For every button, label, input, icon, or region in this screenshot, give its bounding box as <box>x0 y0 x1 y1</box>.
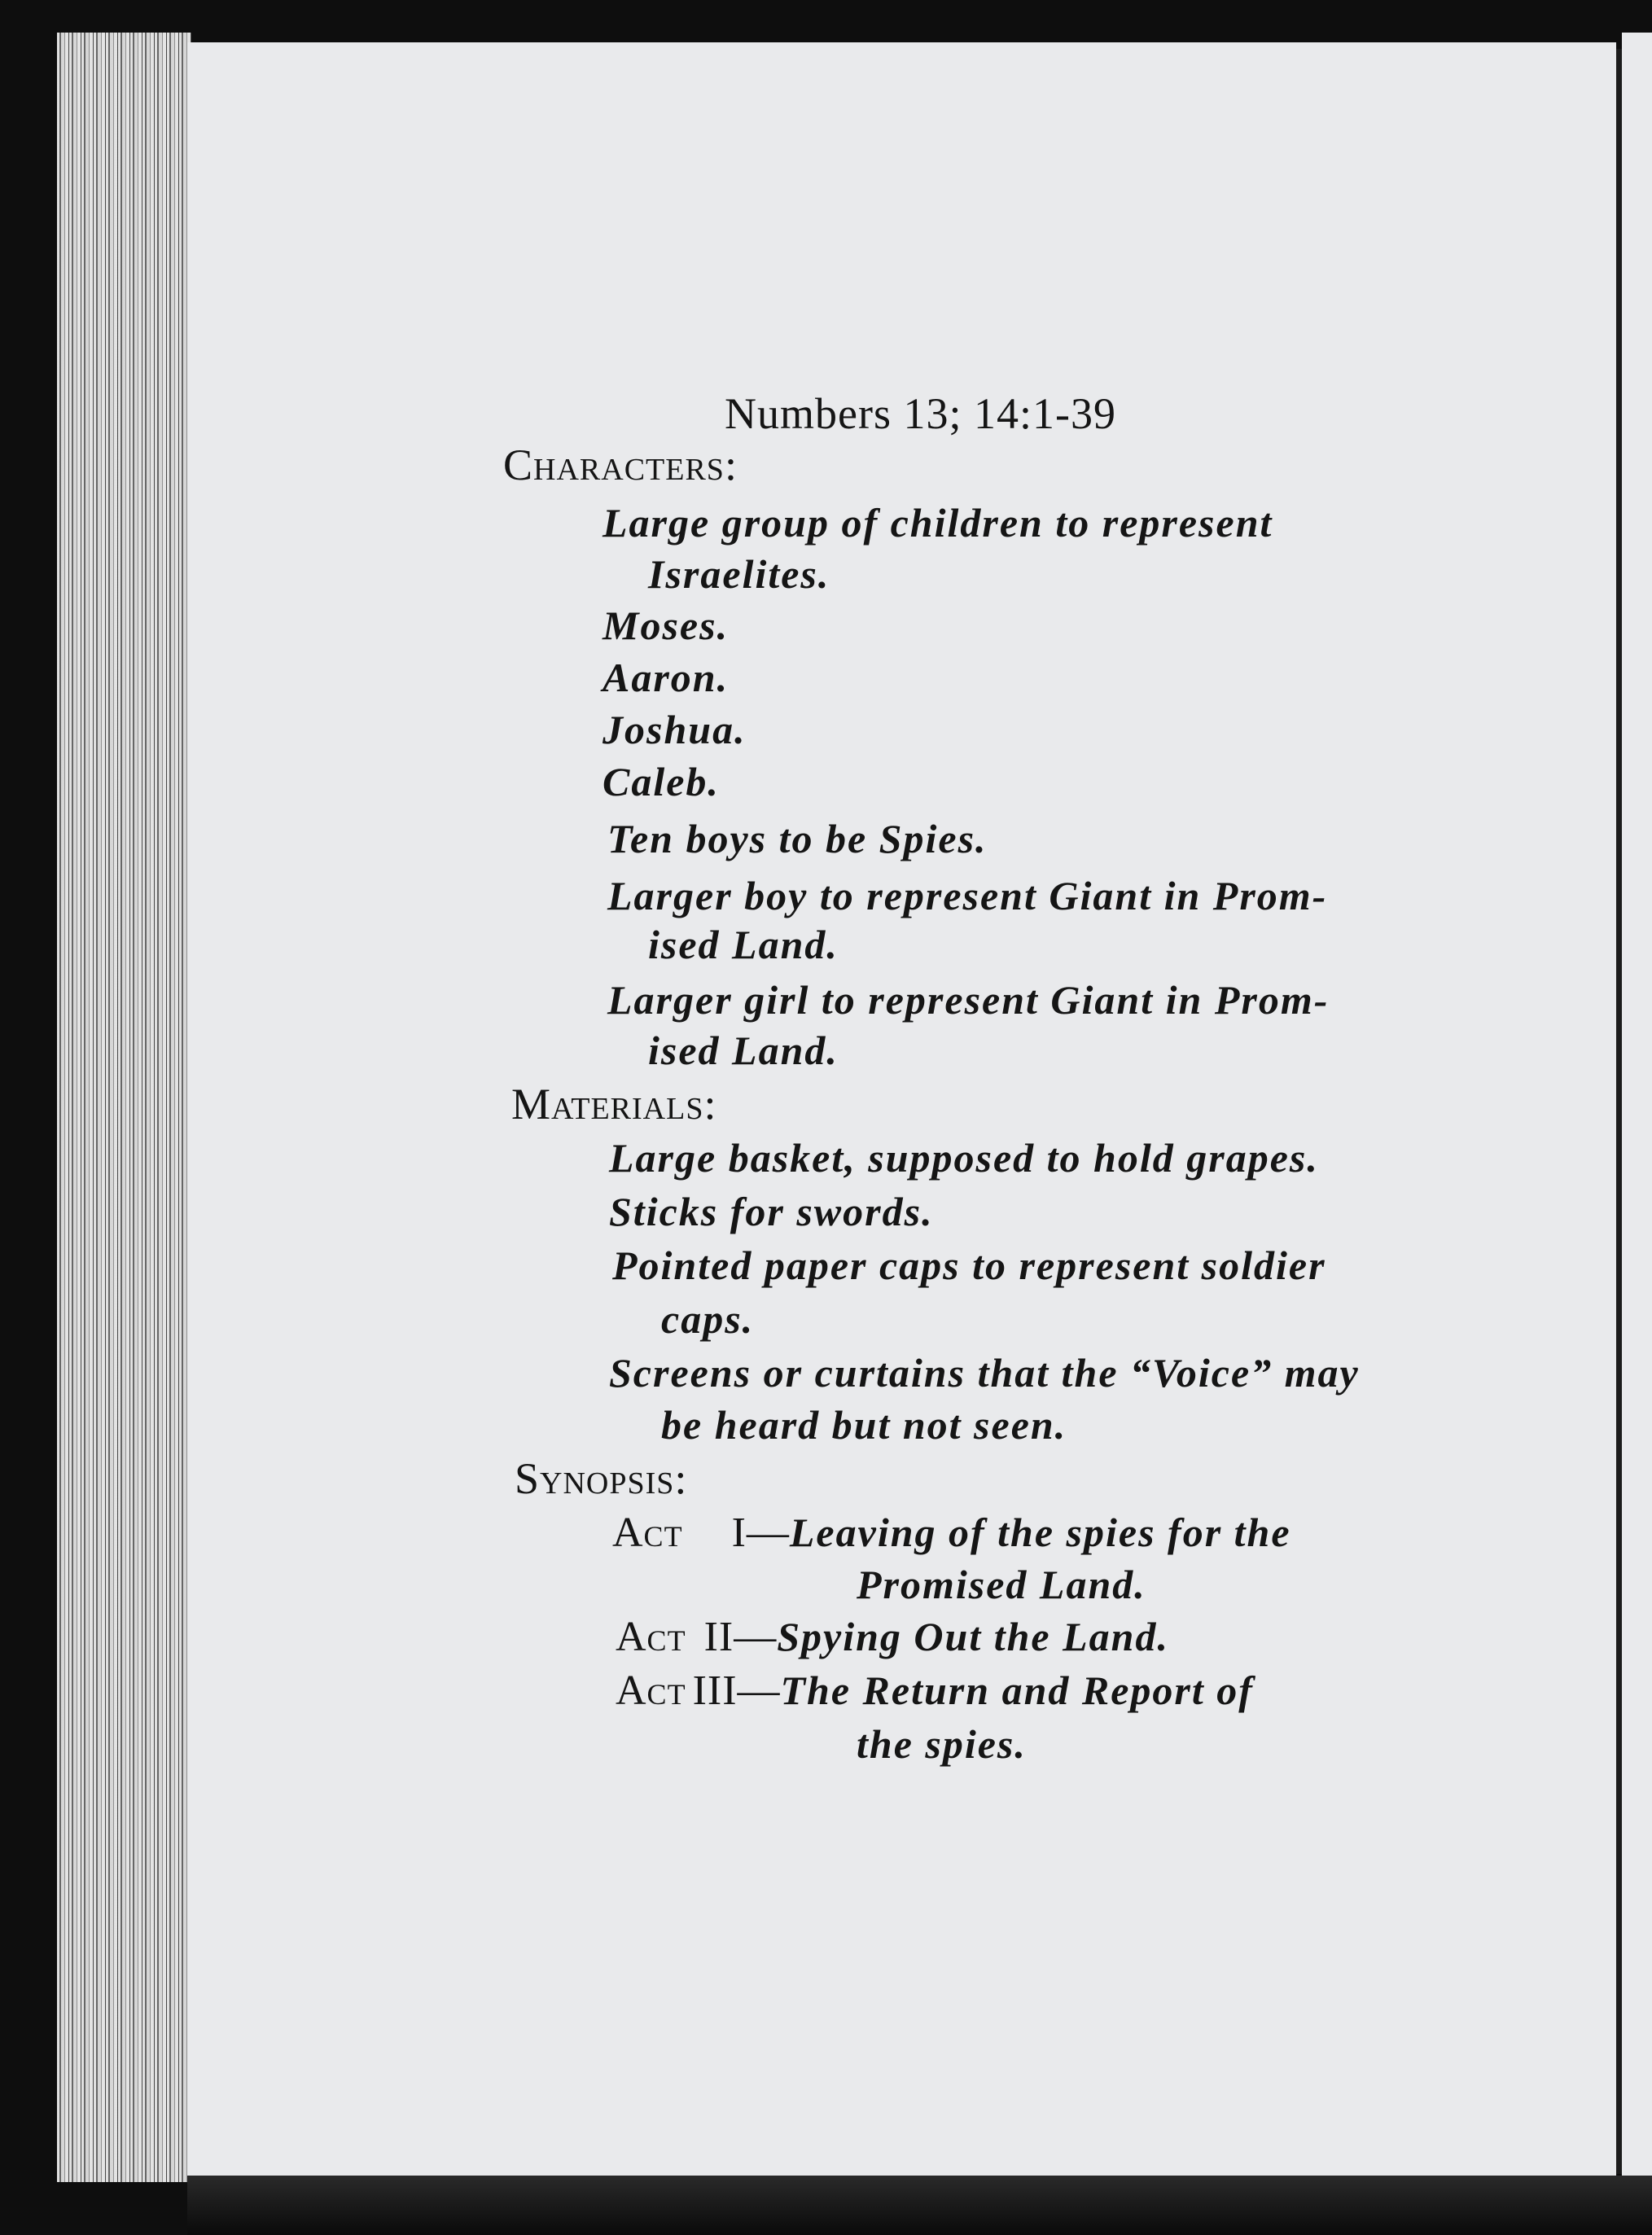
character-item: Aaron. <box>603 655 730 700</box>
character-item: Joshua. <box>603 707 747 752</box>
material-item-continuation: be heard but not seen. <box>661 1402 1067 1448</box>
character-item-continuation: ised Land. <box>648 1028 839 1073</box>
act-label: Act <box>616 1614 686 1660</box>
material-item: Pointed paper caps to represent soldier <box>612 1242 1326 1288</box>
character-item-continuation: ised Land. <box>648 922 839 967</box>
character-item: Large group of children to represent <box>603 500 1273 546</box>
character-item: Caleb. <box>603 759 720 804</box>
page-title: Numbers 13; 14:1-39 <box>725 389 1116 438</box>
characters-heading: Characters: <box>503 440 738 489</box>
act-description-continuation: Promised Land. <box>857 1562 1146 1607</box>
character-item: Ten boys to be Spies. <box>607 816 988 861</box>
act-number: III— <box>692 1667 781 1714</box>
synopsis-heading: Synopsis: <box>515 1454 688 1503</box>
act-row <box>616 1612 1169 1662</box>
material-item-continuation: caps. <box>661 1296 755 1342</box>
act-description: Spying Out the Land. <box>777 1614 1169 1659</box>
materials-heading: Materials: <box>511 1080 717 1128</box>
act-description: The Return and Report of <box>780 1667 1254 1713</box>
character-item: Moses. <box>603 603 730 648</box>
character-item-continuation: Israelites. <box>648 551 830 597</box>
act-description-continuation: the spies. <box>857 1721 1027 1767</box>
act-row <box>616 1666 1254 1716</box>
act-number: I— <box>731 1510 790 1556</box>
act-label: Act <box>616 1667 686 1714</box>
act-number: II— <box>703 1614 778 1660</box>
character-item: Larger boy to represent Giant in Prom- <box>607 873 1328 918</box>
act-description: Leaving of the spies for the <box>789 1510 1291 1555</box>
material-item: Large basket, supposed to hold grapes. <box>609 1135 1319 1181</box>
act-label: Act <box>612 1510 683 1556</box>
material-item: Screens or curtains that the “Voice” may <box>609 1350 1360 1396</box>
material-item: Sticks for swords. <box>609 1189 934 1234</box>
act-row <box>612 1508 1291 1558</box>
character-item: Larger girl to represent Giant in Prom- <box>607 977 1330 1023</box>
